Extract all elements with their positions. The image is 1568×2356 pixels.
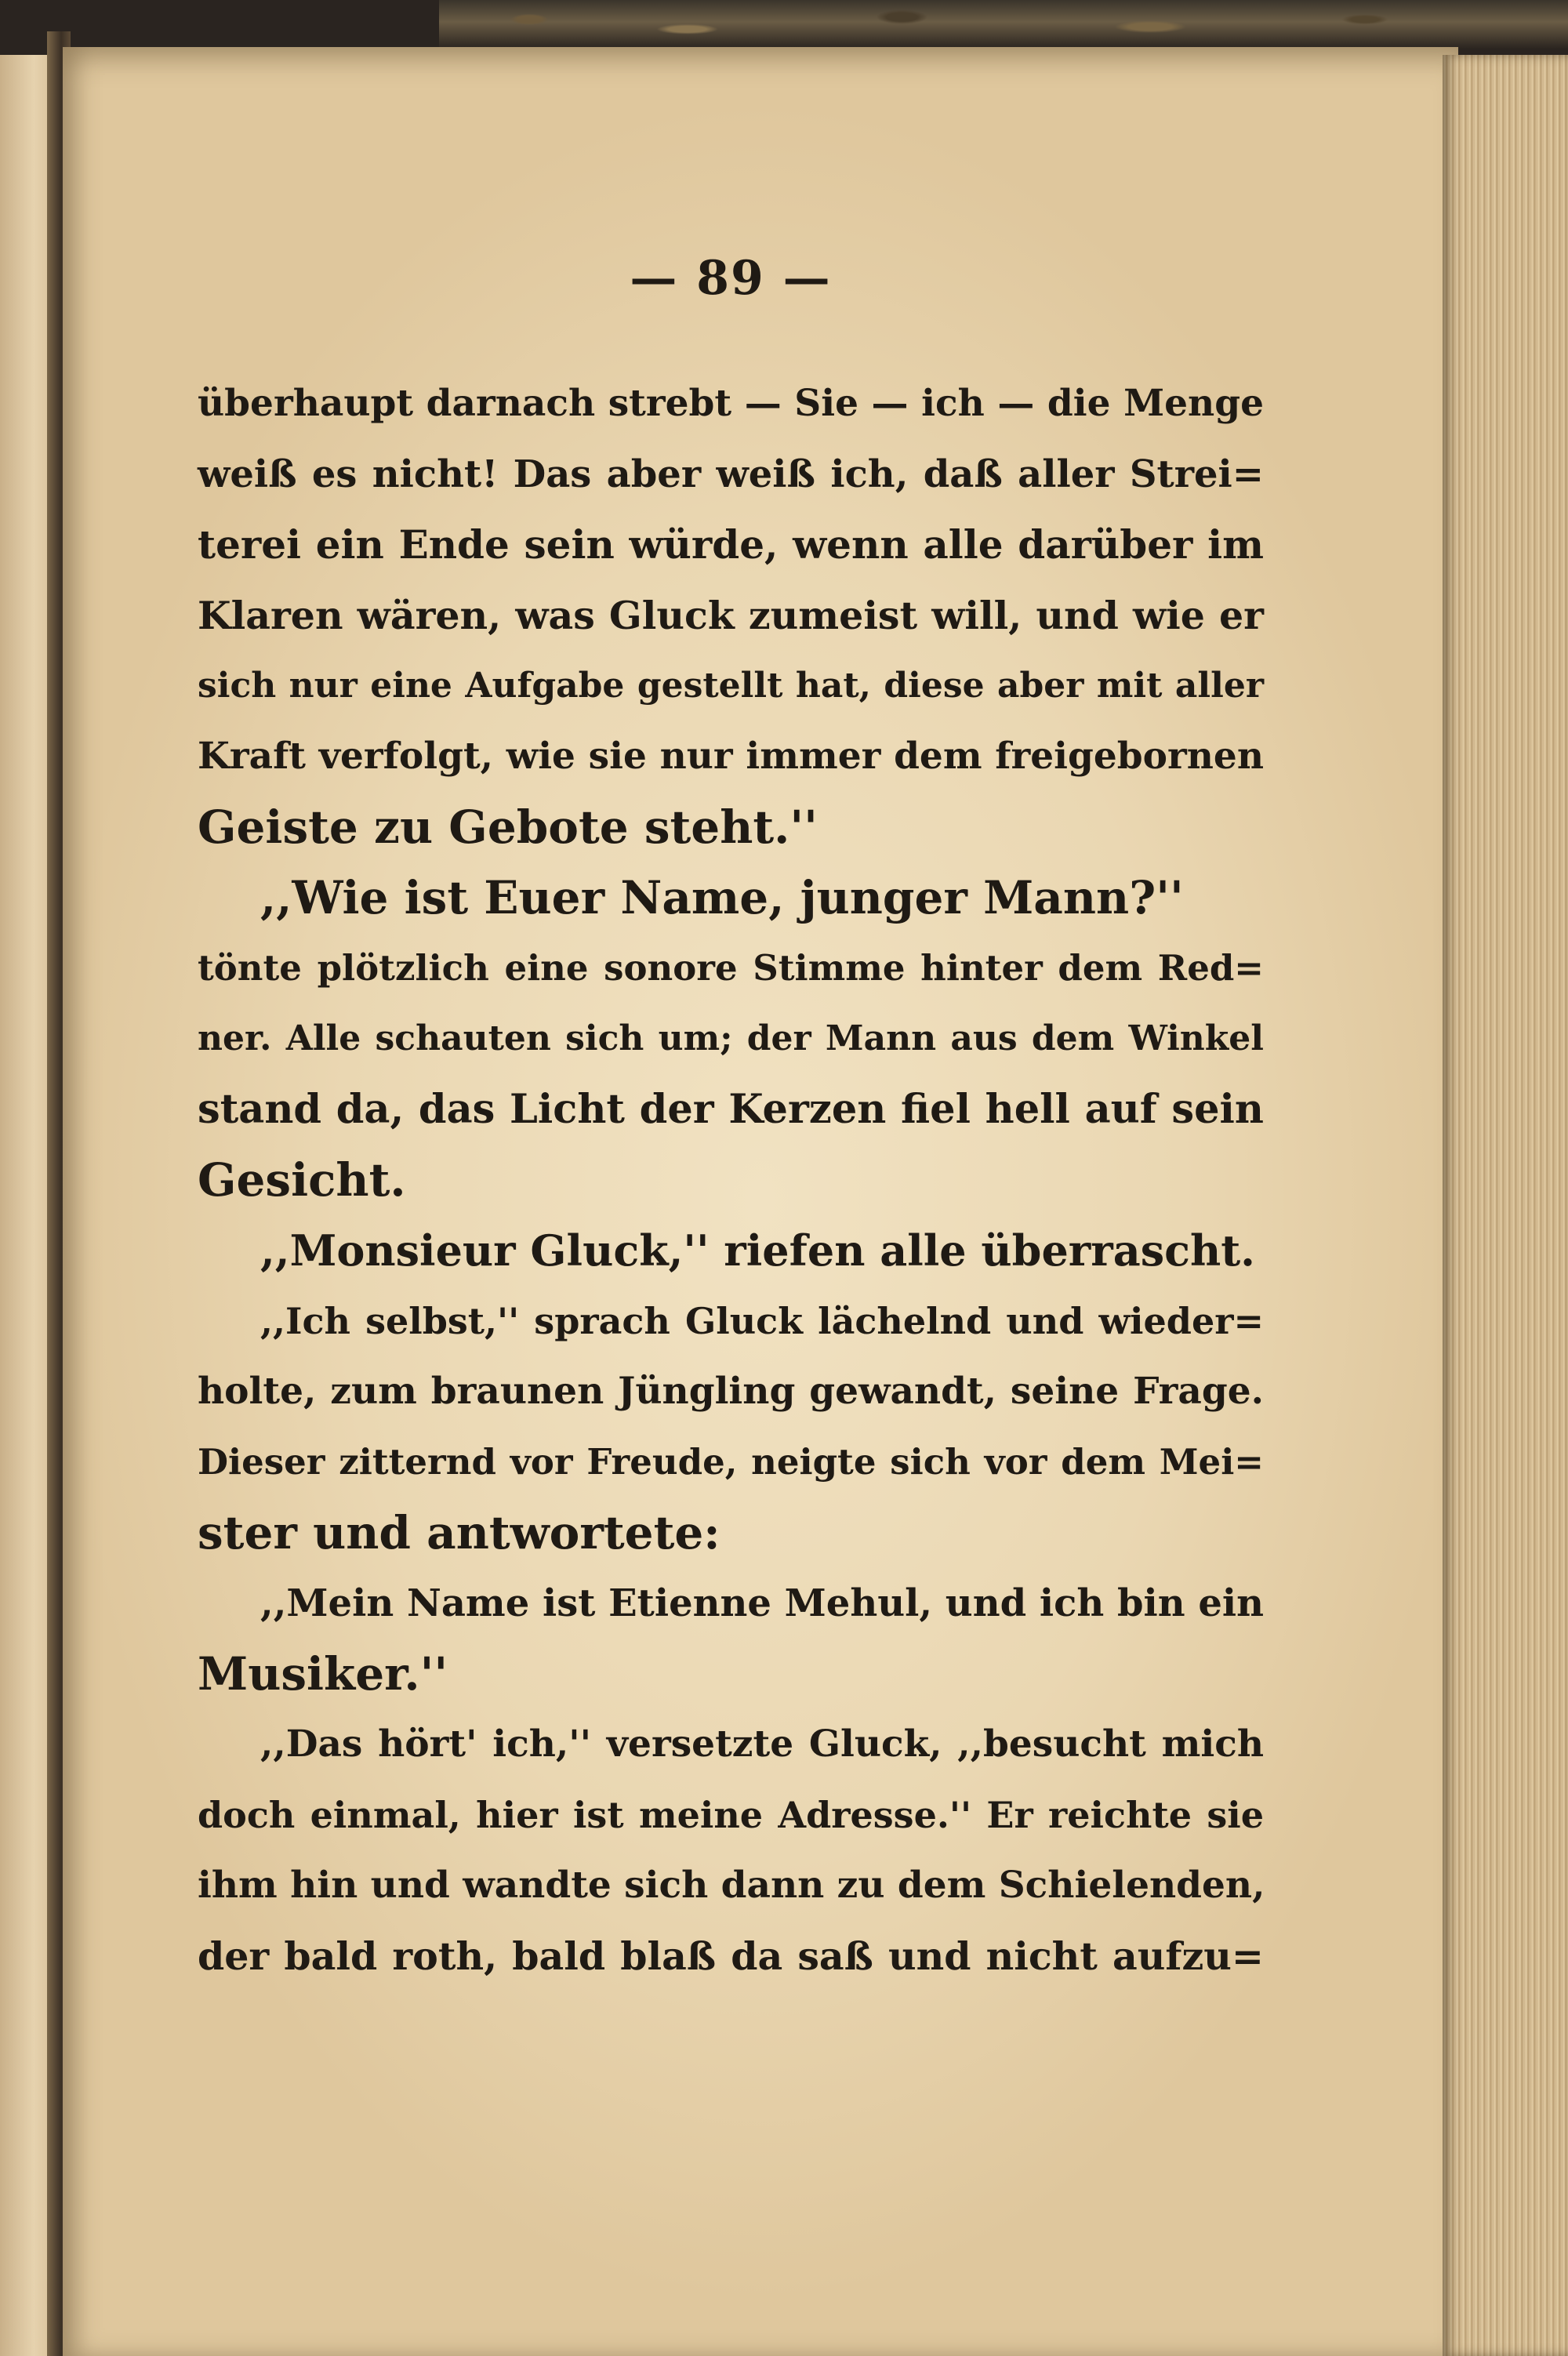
text-line: ner. Alle schauten sich um; der Mann aus dem Winkel [198, 1018, 1264, 1058]
text-line: der bald roth, bald blaß da saß und nicht aufzu= [198, 1933, 1264, 1979]
text-line: ster und antwortete: [198, 1506, 720, 1559]
text-line: holte, zum braunen Jüngling gewandt, seine Frage. [198, 1370, 1264, 1413]
marbled-cover-edge [439, 0, 1568, 49]
text-line: ,,Ich selbst,'' sprach Gluck lächelnd und wieder= [260, 1300, 1264, 1342]
page-number: — 89 — [630, 251, 832, 306]
text-line: überhaupt darnach strebt — Sie — ich — die Menge [198, 382, 1264, 425]
text-line: stand da, das Licht der Kerzen fiel hell auf sein [198, 1086, 1264, 1133]
text-line: ,,Das hört' ich,'' versetzte Gluck, ,,besucht mich [260, 1723, 1264, 1766]
text-line: doch einmal, hier ist meine Adresse.'' Er reichte sie [198, 1794, 1264, 1836]
text-line: Musiker.'' [198, 1647, 448, 1701]
text-line: ,,Monsieur Gluck,'' riefen alle überrascht. [260, 1225, 1255, 1276]
text-line: ,,Wie ist Euer Name, junger Mann?'' [260, 871, 1184, 924]
text-line: weiß es nicht! Das aber weiß ich, daß aller Strei= [198, 452, 1264, 496]
text-line: ihm hin und wandte sich dann zu dem Schielenden, [198, 1864, 1265, 1907]
text-line: sich nur eine Aufgabe gestellt hat, diese aber mit aller [198, 666, 1264, 706]
text-line: Kraft verfolgt, wie sie nur immer dem freigebornen [198, 735, 1264, 778]
text-line: ,,Mein Name ist Etienne Mehul, und ich bin ein [260, 1581, 1265, 1625]
text-line: Klaren wären, was Gluck zumeist will, und wie er [198, 593, 1264, 638]
text-line: Dieser zitternd vor Freude, neigte sich vor dem Mei= [198, 1441, 1264, 1483]
page-stack-edges [1443, 55, 1568, 2356]
text-line: terei ein Ende sein würde, wenn alle darüber im [198, 521, 1264, 568]
text-line: Geiste zu Gebote steht.'' [198, 800, 818, 854]
text-line: tönte plötzlich eine sonore Stimme hinter dem Red= [198, 947, 1264, 989]
text-line: Gesicht. [198, 1153, 406, 1207]
